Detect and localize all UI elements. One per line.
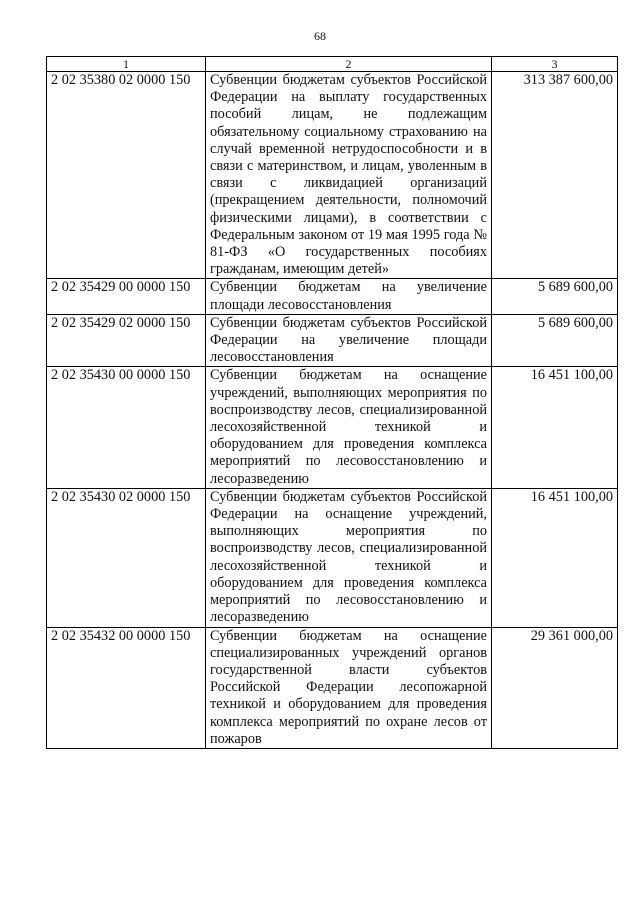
table-row xyxy=(47,488,618,627)
amount: 5 689 600,00 xyxy=(492,314,618,367)
table-row xyxy=(47,314,618,367)
table-row xyxy=(47,72,618,279)
table-row xyxy=(47,627,618,748)
budget-table xyxy=(46,56,618,749)
description: Субвенции бюджетам субъектов Российской Федерации на выплату государственных пособий лицам, не подлежащим обязательному социальному страхованию на случай временной нетрудоспособности и в связи с материнством, и лицам, уволенным в связи с ликвидацией организаций (прекращением деятельности, полномочий физическими лицами), в соответствии с Федеральным законом от 19 мая 1995 года № 81-ФЗ «О государственных пособиях гражданам, имеющим детей» xyxy=(206,72,492,279)
description: Субвенции бюджетам субъектов Российской Федерации на увеличение площади лесовосстановления xyxy=(206,314,492,367)
page-number: 68 xyxy=(314,29,326,43)
table-header-row xyxy=(47,57,618,72)
table-row xyxy=(47,279,618,314)
header-col-2: 2 xyxy=(206,57,492,72)
header-col-1: 1 xyxy=(47,57,206,72)
budget-code: 2 02 35430 02 0000 150 xyxy=(47,488,206,627)
description: Субвенции бюджетам субъектов Российской Федерации на оснащение учреждений, выполняющих мероприятия по воспроизводству лесов, специализированной лесохозяйственной техникой и оборудованием для проведения комплекса мероприятий по лесовосстановлению и лесоразведению xyxy=(206,488,492,627)
header-col-3: 3 xyxy=(492,57,618,72)
budget-code: 2 02 35432 00 0000 150 xyxy=(47,627,206,748)
table-row xyxy=(47,367,618,488)
description: Субвенции бюджетам на оснащение учреждений, выполняющих мероприятия по воспроизводству лесов, специализированной лесохозяйственной техникой и оборудованием для проведения комплекса мероприятий по лесовосстановлению и лесоразведению xyxy=(206,367,492,488)
budget-code: 2 02 35429 02 0000 150 xyxy=(47,314,206,367)
amount: 313 387 600,00 xyxy=(492,72,618,279)
description: Субвенции бюджетам на увеличение площади лесовосстановления xyxy=(206,279,492,314)
description: Субвенции бюджетам на оснащение специализированных учреждений органов государственной власти субъектов Российской Федерации лесопожарной техникой и оборудованием для проведения комплекса мероприятий по охране лесов от пожаров xyxy=(206,627,492,748)
amount: 5 689 600,00 xyxy=(492,279,618,314)
budget-code: 2 02 35430 00 0000 150 xyxy=(47,367,206,488)
budget-code: 2 02 35429 00 0000 150 xyxy=(47,279,206,314)
amount: 16 451 100,00 xyxy=(492,488,618,627)
budget-code: 2 02 35380 02 0000 150 xyxy=(47,72,206,279)
amount: 16 451 100,00 xyxy=(492,367,618,488)
amount: 29 361 000,00 xyxy=(492,627,618,748)
